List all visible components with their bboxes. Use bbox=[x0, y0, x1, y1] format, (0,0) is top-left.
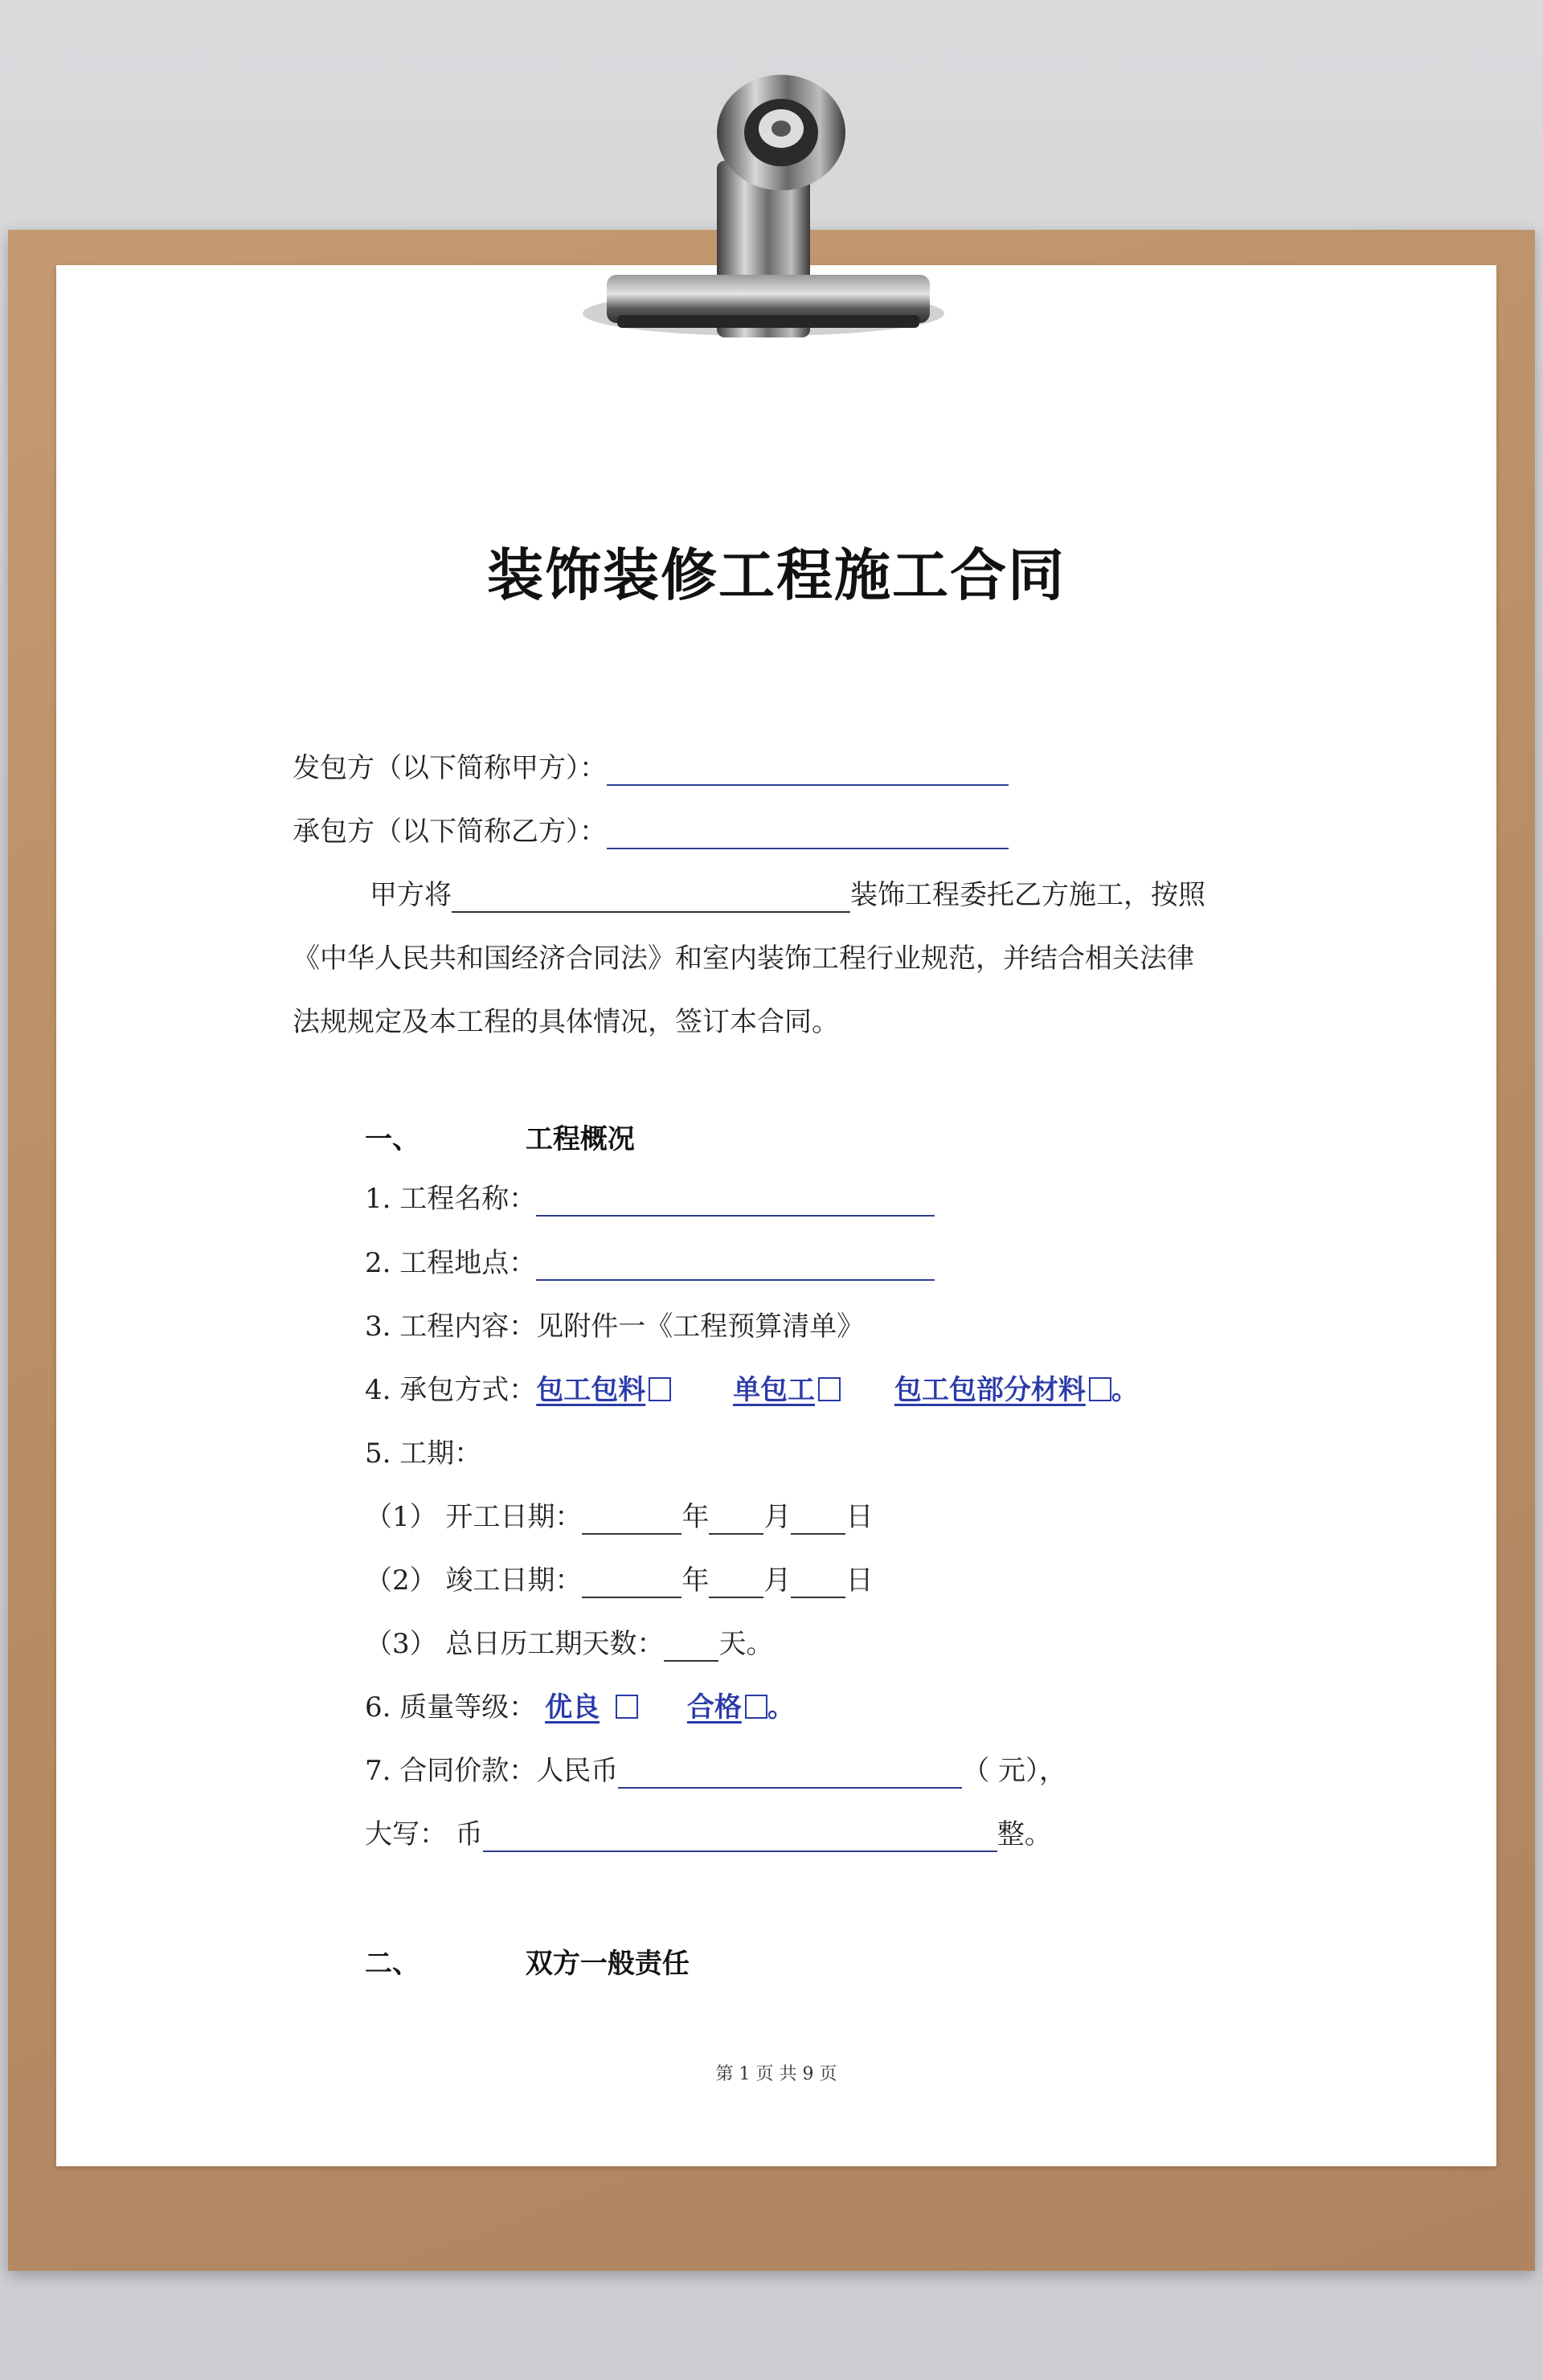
method-label: 4. 承包方式： bbox=[365, 1374, 537, 1406]
start-date-row bbox=[365, 1499, 873, 1535]
item-project-location bbox=[365, 1245, 935, 1281]
method-option-2[interactable]: 单包工 bbox=[733, 1374, 816, 1406]
project-name-label: 1. 工程名称： bbox=[365, 1183, 537, 1215]
start-year-field[interactable] bbox=[582, 1506, 681, 1535]
quality-checkbox-2[interactable] bbox=[745, 1695, 767, 1719]
section-1-number: 一、 bbox=[365, 1123, 420, 1155]
caps-suffix: 整。 bbox=[997, 1818, 1052, 1850]
party-a-label: 发包方（以下简称甲方）： bbox=[293, 752, 607, 784]
start-month-unit: 月 bbox=[763, 1501, 792, 1533]
section-1-heading bbox=[365, 1117, 635, 1156]
quality-option-2[interactable]: 合格 bbox=[686, 1691, 742, 1724]
caps-field[interactable] bbox=[483, 1823, 997, 1852]
total-days-field[interactable] bbox=[664, 1633, 718, 1662]
method-end: 。 bbox=[1111, 1374, 1139, 1406]
method-option-3[interactable]: 包工包部分材料 bbox=[894, 1374, 1086, 1406]
project-location-label: 2. 工程地点： bbox=[365, 1247, 537, 1279]
start-year-unit: 年 bbox=[681, 1501, 710, 1533]
project-name-blank[interactable] bbox=[452, 884, 850, 913]
quality-end: 。 bbox=[767, 1691, 795, 1724]
binder-clip-icon bbox=[579, 48, 948, 354]
party-b-label: 承包方（以下简称乙方）： bbox=[293, 816, 607, 848]
end-year-unit: 年 bbox=[681, 1564, 710, 1597]
item-quality bbox=[365, 1690, 795, 1725]
price-suffix: （ 元）， bbox=[962, 1755, 1067, 1787]
start-month-field[interactable] bbox=[709, 1506, 763, 1535]
party-a-field[interactable] bbox=[607, 757, 1009, 786]
end-month-unit: 月 bbox=[763, 1564, 792, 1597]
section-1-title: 工程概况 bbox=[525, 1123, 635, 1155]
method-checkbox-3[interactable] bbox=[1089, 1377, 1111, 1401]
page-footer: 第 1 页 共 9 页 bbox=[715, 2064, 837, 2084]
start-day-unit: 日 bbox=[845, 1501, 874, 1533]
project-name-field[interactable] bbox=[536, 1188, 935, 1217]
item-contract-method bbox=[365, 1372, 1139, 1408]
quality-option-1[interactable]: 优良 bbox=[545, 1691, 600, 1724]
party-b-row bbox=[293, 814, 1009, 849]
quality-label: 6. 质量等级： bbox=[365, 1691, 537, 1724]
end-month-field[interactable] bbox=[709, 1569, 763, 1598]
end-day-unit: 日 bbox=[845, 1564, 874, 1597]
end-date-label: （2） 竣工日期： bbox=[365, 1564, 583, 1597]
start-day-field[interactable] bbox=[791, 1506, 845, 1535]
document-title: 装饰装修工程施工合同 bbox=[487, 542, 1066, 608]
item-price bbox=[365, 1753, 1066, 1789]
price-field[interactable] bbox=[618, 1760, 962, 1789]
method-option-1[interactable]: 包工包料 bbox=[536, 1374, 646, 1406]
quality-checkbox-1[interactable] bbox=[616, 1695, 638, 1719]
end-year-field[interactable] bbox=[582, 1569, 681, 1598]
intro-line-3: 法规规定及本工程的具体情况，签订本合同。 bbox=[293, 1006, 839, 1038]
intro-suffix: 装饰工程委托乙方施工，按照 bbox=[850, 879, 1205, 911]
intro-line-2: 《中华人民共和国经济合同法》和室内装饰工程行业规范，并结合相关法律 bbox=[293, 943, 1194, 975]
item-price-caps bbox=[365, 1817, 1052, 1852]
caps-label: 大写： 币 bbox=[365, 1818, 483, 1850]
section-2-heading bbox=[365, 1941, 690, 1981]
item-project-name bbox=[365, 1181, 935, 1217]
party-a-row bbox=[293, 750, 1009, 786]
section-2-title: 双方一般责任 bbox=[525, 1948, 690, 1980]
method-checkbox-1[interactable] bbox=[649, 1377, 671, 1401]
total-days-row bbox=[365, 1626, 773, 1662]
end-day-field[interactable] bbox=[791, 1569, 845, 1598]
intro-line-1 bbox=[370, 877, 1205, 913]
item-project-content: 3. 工程内容：见附件一《工程预算清单》 bbox=[365, 1311, 865, 1343]
project-location-field[interactable] bbox=[536, 1252, 935, 1281]
party-b-field[interactable] bbox=[607, 820, 1009, 849]
total-days-label: （3） 总日历工期天数： bbox=[365, 1628, 665, 1660]
price-label: 7. 合同价款：人民币 bbox=[365, 1755, 619, 1787]
item-period: 5. 工期： bbox=[365, 1437, 482, 1470]
section-2-number: 二、 bbox=[365, 1948, 420, 1980]
method-checkbox-2[interactable] bbox=[818, 1377, 841, 1401]
start-date-label: （1） 开工日期： bbox=[365, 1501, 583, 1533]
total-days-unit: 天。 bbox=[718, 1628, 774, 1660]
end-date-row bbox=[365, 1563, 873, 1598]
intro-prefix: 甲方将 bbox=[370, 879, 452, 911]
contract-page bbox=[56, 265, 1496, 2166]
